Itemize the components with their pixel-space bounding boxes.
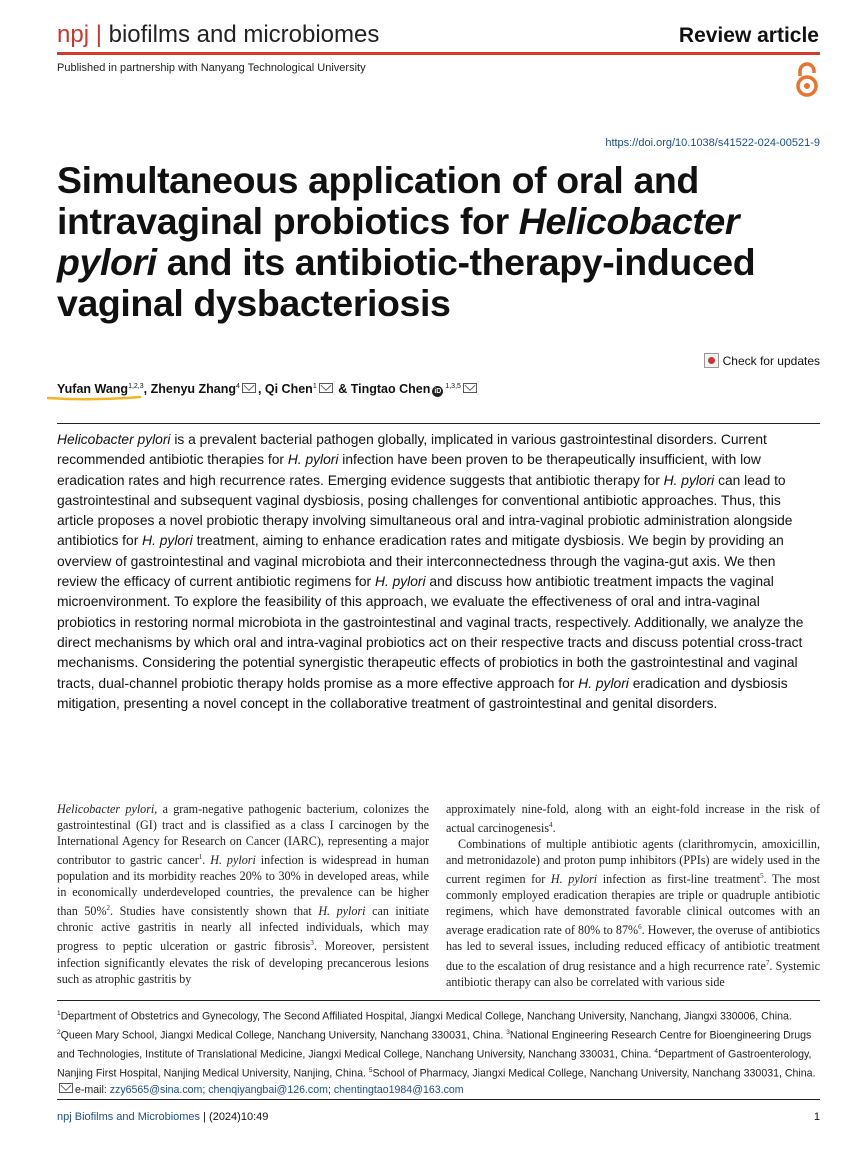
author-name[interactable]: Qi Chen xyxy=(264,382,313,397)
citation-ref[interactable]: 6 xyxy=(638,923,642,932)
body-text: . xyxy=(202,853,211,868)
article-type: Review article xyxy=(678,24,819,47)
author-separator: & xyxy=(334,382,351,397)
citation-ref[interactable]: 5 xyxy=(760,872,764,881)
email-icon xyxy=(59,1083,73,1093)
body-text: H. pylori xyxy=(550,872,598,887)
check-updates-icon xyxy=(704,353,719,368)
affiliation-number: 3 xyxy=(506,1029,510,1037)
abstract-text: H. pylori xyxy=(142,533,193,549)
author-affiliation: 4 xyxy=(236,383,240,390)
open-access-icon xyxy=(794,62,820,98)
body-text: . Moreover, persistent infection significantly elevates the risk of developing precancerous lesions such as atrophic gastritis by xyxy=(57,939,429,986)
abstract-text: H. pylori xyxy=(374,574,426,590)
body-text: , a gram-negative pathogenic bacterium, colonizes the gastrointestinal (GI) tract and is classified as a class I carcinogen by the International Agency for Research on Cancer (IARC), representing a major contributor to gastric cancer xyxy=(57,802,430,868)
affiliation-text: Department of Gastroenterology, Nanjing First Hospital, Nanjing Medical University, Nanjing, China. xyxy=(57,1048,812,1080)
abstract-text: is a prevalent bacterial pathogen globally, implicated in various gastrointestinal disorders. Current recommended antibiotic therapies for xyxy=(57,432,767,468)
author-name[interactable]: Tingtao Chen xyxy=(350,382,431,397)
check-for-updates-button[interactable] xyxy=(704,353,820,368)
affiliation-number: 2 xyxy=(57,1029,61,1037)
email-label: e-mail: xyxy=(75,1084,110,1097)
email-separator: ; xyxy=(327,1084,334,1097)
email-icon[interactable] xyxy=(463,383,477,393)
affiliation-number: 1 xyxy=(57,1010,61,1017)
email-link[interactable]: zzy6565@sina.com xyxy=(109,1084,203,1097)
affiliations xyxy=(57,1006,823,1099)
citation-ref[interactable]: 4 xyxy=(549,821,553,830)
doi-link[interactable]: https://doi.org/10.1038/s41522-024-00521-9 xyxy=(605,137,820,149)
highlight-underline xyxy=(47,395,141,401)
author-separator: , xyxy=(143,382,151,397)
abstract-text: H. pylori xyxy=(663,472,715,488)
citation-ref[interactable]: 1 xyxy=(198,853,203,862)
author-affiliation: 1,2,3 xyxy=(128,383,144,390)
email-link[interactable]: chentingtao1984@163.com xyxy=(333,1084,464,1097)
body-text: . xyxy=(552,821,556,836)
affiliation-text: Queen Mary School, Jiangxi Medical College, Nanchang University, Nanchang 330031, China. xyxy=(60,1029,507,1042)
footnote-rule xyxy=(57,1000,820,1001)
body-text: can initiate chronic active gastritis in nearly all infected individuals, which may progress to peptic ulceration or gastric fibrosis xyxy=(57,904,429,954)
citation-ref[interactable]: 2 xyxy=(106,904,111,913)
abstract xyxy=(57,430,817,714)
affiliation-text: Department of Obstetrics and Gynecology, The Second Affiliated Hospital, Jiangxi Medical College, Nanchang University, Nanchang, Jiangxi 330006, China. xyxy=(60,1010,792,1023)
author-affiliation: 1,3,5 xyxy=(445,383,461,390)
abstract-text: H. pylori xyxy=(578,675,629,691)
author-name[interactable]: Yufan Wang xyxy=(57,382,129,397)
body-text: . However, the overuse of antibiotics has led to several issues, including reduced efficacy of antibiotic treatment due to the escalation of drug resistance and a high recurrence rate xyxy=(446,923,820,973)
affiliation-text: National Engineering Research Centre for Bioengineering Drugs and Technologies, Institute of Translational Medicine, Jiangxi Medical College, Nanchang University, Nanchang 330031, China. xyxy=(57,1029,812,1061)
author-separator: , xyxy=(257,382,265,397)
abstract-text: and discuss how antibiotic treatment impacts the vaginal microenvironment. To explore the feasibility of this approach, we evaluate the effectiveness of oral and intra-vaginal probiotics in restoring normal microbiota in the gastrointestinal and vaginal tracts, respectively. Additionally, we analyze the direct mechanisms by which oral and intra-vaginal probiotics act on their respective tracts and discuss potential cross-tract mechanisms. Considering the potential synergistic therapeutic effects of probiotics in both the gastrointestinal and vaginal tracts, dual-channel probiotic therapy holds promise as a more effective approach for xyxy=(57,574,804,691)
email-icon[interactable] xyxy=(242,383,256,393)
citation-ref[interactable]: 3 xyxy=(310,939,314,948)
title-italic: Helicobacter pylori xyxy=(57,200,740,283)
body-column-right xyxy=(446,801,820,990)
footer-rule xyxy=(57,1099,820,1100)
citation-ref[interactable]: 7 xyxy=(765,958,770,967)
body-text: . The most commonly employed eradication therapies are triple or quadruple antibiotic regimens, which have demonstrated favorable clinical outcomes with an average eradication rate of 80% to 87% xyxy=(446,872,820,938)
abstract-rule xyxy=(57,423,820,424)
footer-journal-link[interactable]: npj Biofilms and Microbiomes xyxy=(57,1111,201,1123)
affiliation-number: 5 xyxy=(368,1067,373,1075)
body-text: Helicobacter pylori xyxy=(57,802,155,816)
body-text: approximately nine-fold, along with an eight-fold increase in the risk of actual carcinogenesis xyxy=(446,802,820,836)
journal-name: biofilms and microbiomes xyxy=(108,21,380,48)
abstract-text: H. pylori xyxy=(287,452,339,468)
body-text: infection as first-line treatment xyxy=(597,872,761,887)
body-text: Combinations of multiple antibiotic agents (clarithromycin, amoxicillin, and metronidazole) and proton pump inhibitors (PPIs) are widely used in the current regimen for xyxy=(446,837,820,887)
abstract-text: treatment, aiming to enhance eradication rates and mitigate dysbiosis. We begin by providing an overview of gastrointestinal and vaginal microbiota and their interconnectedness through the vagina-gut axis. We then review the efficacy of current antibiotic regimens for xyxy=(57,533,784,590)
header-rule xyxy=(57,52,820,55)
title-part-1: Simultaneous application of oral and intravaginal probiotics for xyxy=(57,159,699,242)
author-affiliation: 1 xyxy=(312,383,317,390)
footer-volume: | (2024)10:49 xyxy=(200,1111,269,1123)
email-icon[interactable] xyxy=(319,383,333,393)
body-text: . Studies have consistently shown that xyxy=(110,904,319,919)
check-updates-label: Check for updates xyxy=(722,353,820,368)
page-number: 1 xyxy=(813,1111,820,1123)
abstract-text: infection have been proven to be therapeutically insufficient, with low eradication rates and high recurrence rates. Emerging evidence suggests that antibiotic therapy for xyxy=(57,452,761,488)
body-text: H. pylori xyxy=(210,853,256,868)
body-column-left xyxy=(57,801,429,987)
title-part-2: and its antibiotic-therapy-induced vaginal dysbacteriosis xyxy=(57,241,756,324)
affiliation-number: 4 xyxy=(654,1048,658,1056)
abstract-text: Helicobacter pylori xyxy=(57,432,171,447)
body-text: H. pylori xyxy=(318,904,366,919)
abstract-text: eradication and dysbiosis mitigation, presenting a novel concept in the collaborative treatment of gastrointestinal and genital disorders. xyxy=(57,675,788,711)
footer-citation xyxy=(57,1111,268,1123)
email-separator: ; xyxy=(202,1084,209,1097)
journal-prefix: npj xyxy=(57,21,90,48)
body-text: infection is widespread in human population and its morbidity reaches 20% to 30% in developed areas, while in economically underdeveloped countries, the prevalence can be higher than 50% xyxy=(57,853,429,919)
partnership-note: Published in partnership with Nanyang Technological University xyxy=(57,62,366,74)
affiliation-text: School of Pharmacy, Jiangxi Medical College, Nanchang University, Nanchang 330031, China. xyxy=(372,1067,816,1080)
abstract-text: can lead to gastrointestinal and subsequent vaginal dysbiosis, posing challenges for conventional antibiotic approaches. Thus, this article proposes a novel probiotic therapy involving simultaneous oral and intra-vaginal probiotic administration alongside antibiotics for xyxy=(57,472,793,549)
email-link[interactable]: chenqiyangbai@126.com xyxy=(208,1084,328,1097)
author-name[interactable]: Zhenyu Zhang xyxy=(150,382,237,397)
article-title xyxy=(57,160,827,324)
journal-brand xyxy=(57,20,379,50)
body-text: . Systemic antibiotic therapy can also be correlated with various side xyxy=(446,958,821,989)
journal-separator: | xyxy=(95,21,102,48)
orcid-icon[interactable]: iD xyxy=(434,388,442,396)
